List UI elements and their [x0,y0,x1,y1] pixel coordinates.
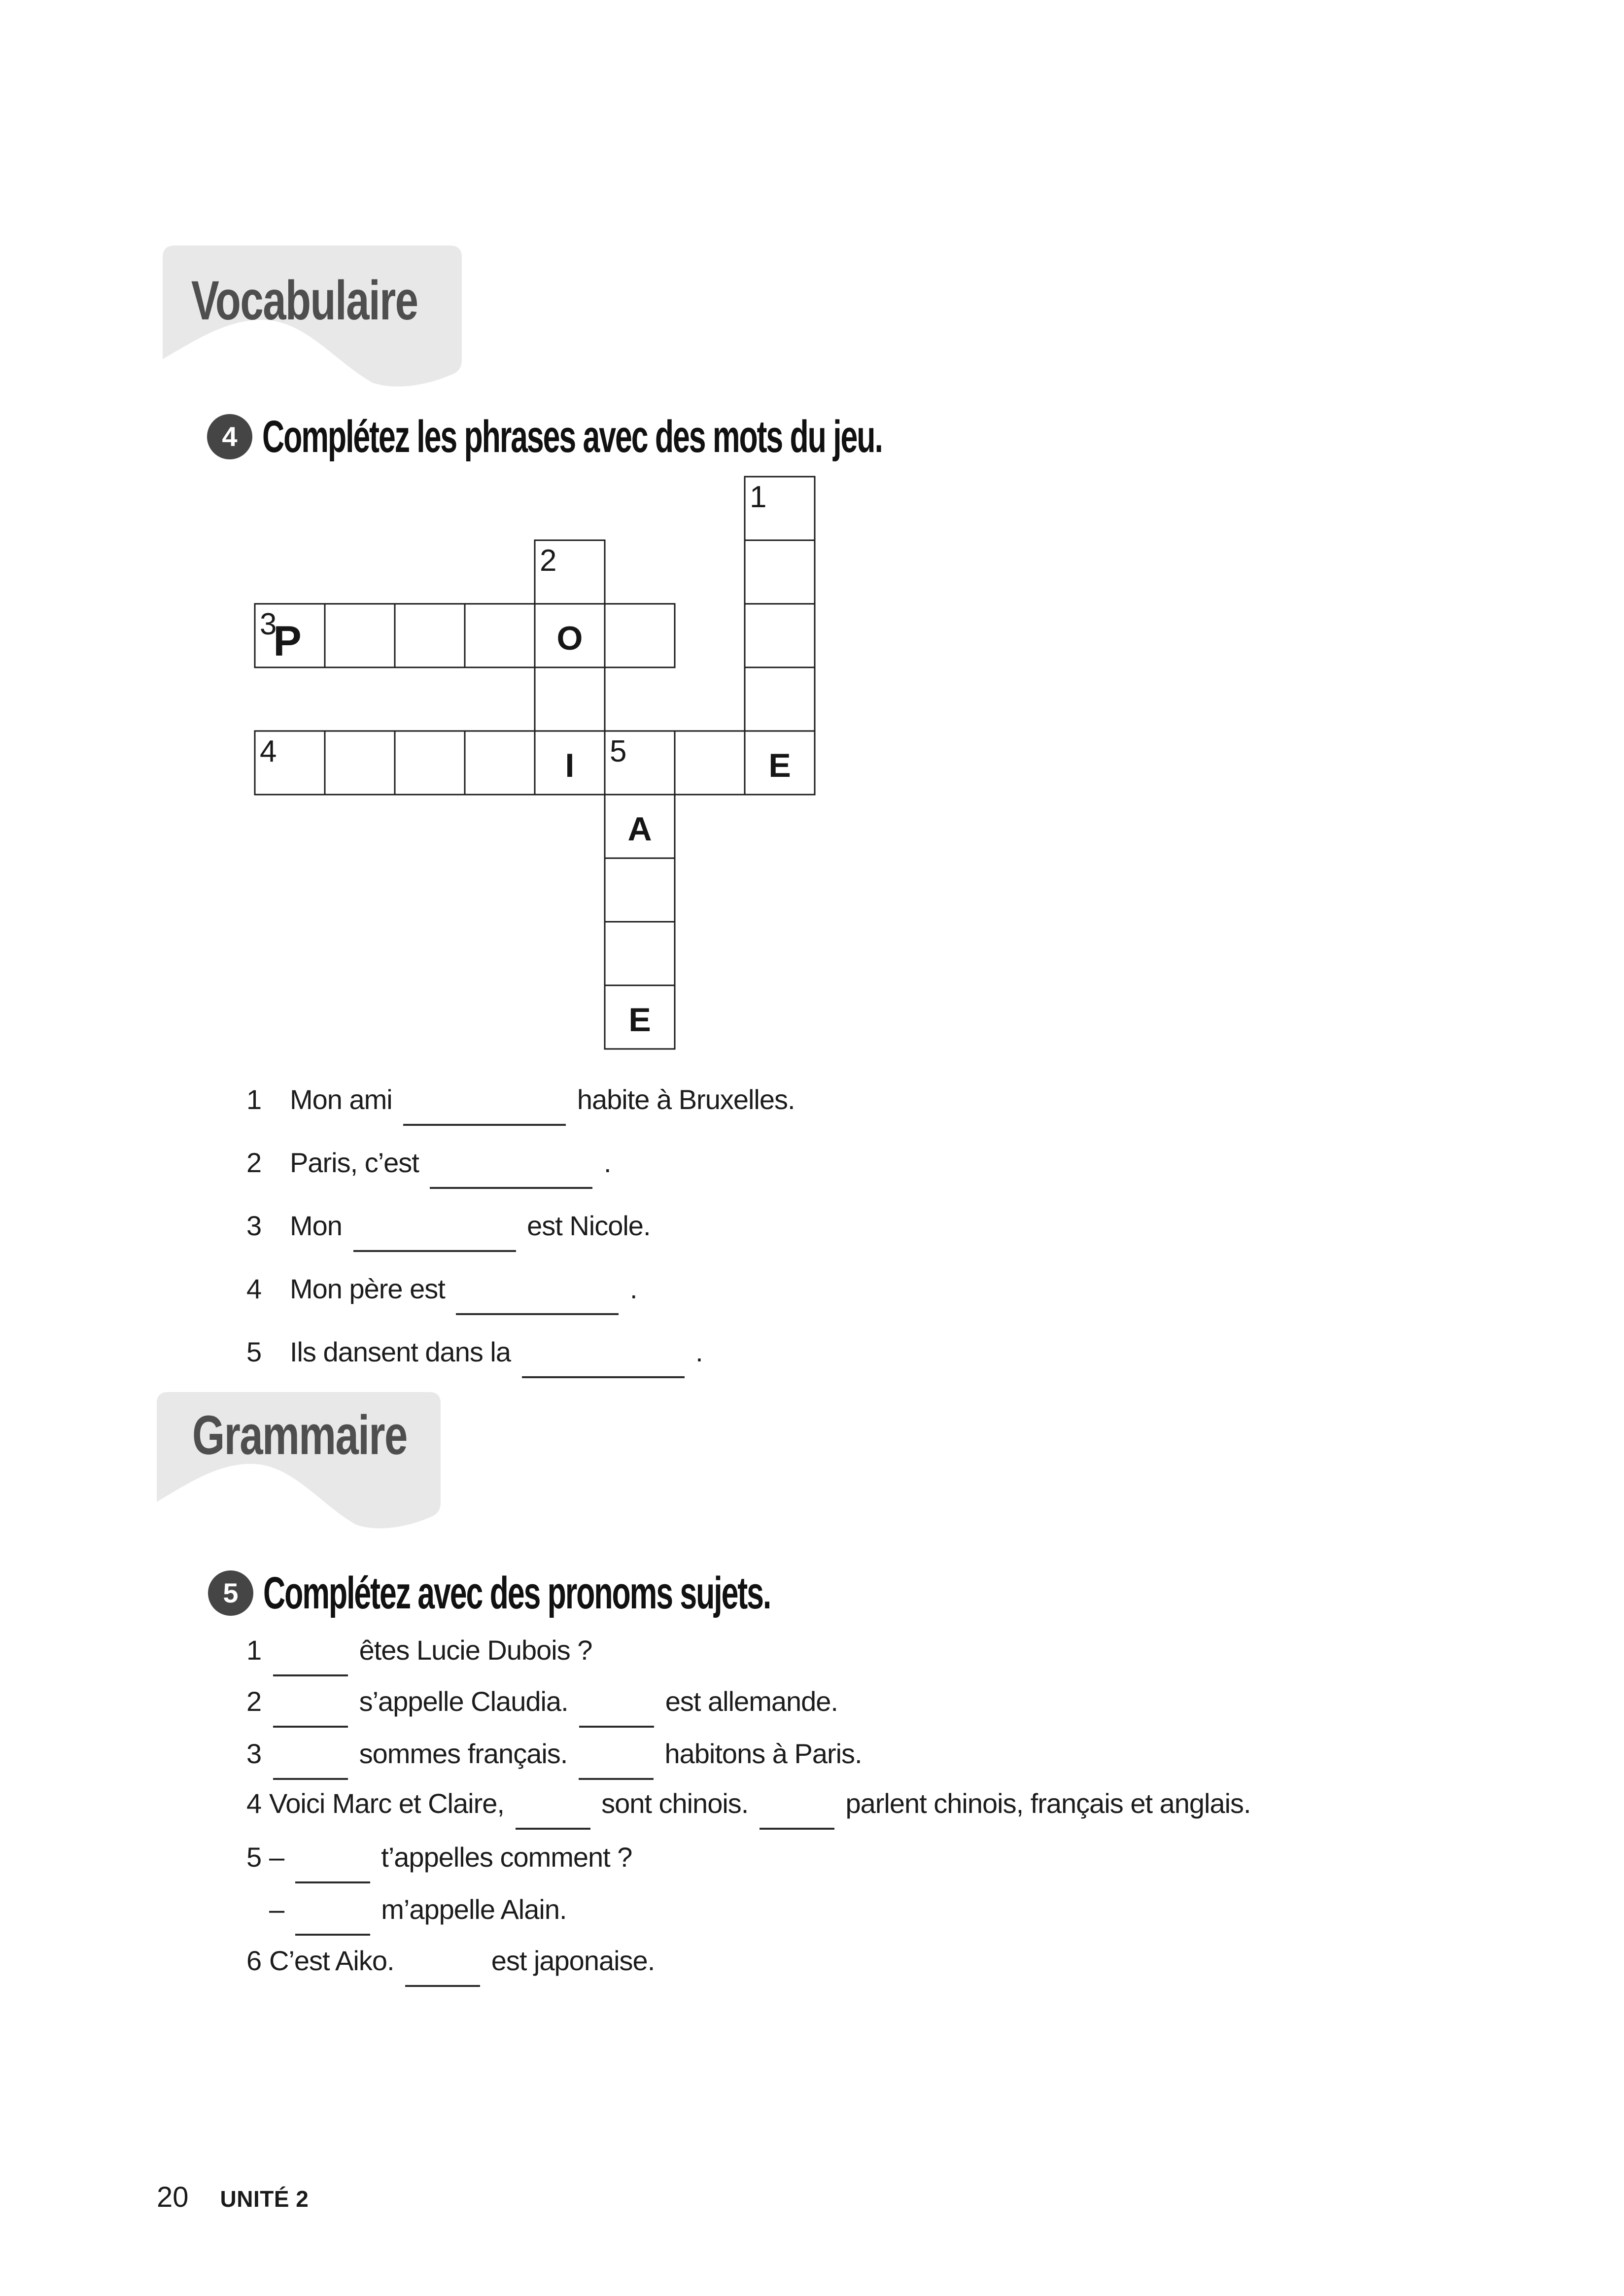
answer-blank [295,1916,370,1936]
sentence-part: est Nicole. [527,1210,651,1241]
sentence-number: 5 [246,1336,262,1367]
dialogue-dash: – [269,1894,284,1925]
ex4-sentence-3 [246,1209,651,1252]
sentence-number: 2 [246,1147,262,1178]
sentence-part: Mon père est [290,1273,445,1304]
crossword-cell [465,731,535,795]
ex5-sentence-5-line-2 [246,1892,567,1936]
sentence-text [290,1335,703,1378]
sentence-number: 1 [246,1084,262,1115]
crossword-cell [535,667,605,731]
crossword-grid [249,471,821,1055]
crossword-cell [605,922,675,985]
exercise-4-heading [207,412,1174,462]
crossword-cell [605,604,675,667]
sentence-part: . [629,1273,637,1304]
page-footer [157,2181,309,2214]
answer-blank [295,1864,370,1883]
answer-blank [456,1295,619,1315]
sentence-part: sont chinois. [601,1788,749,1819]
exercise-4-title: Complétez les phrases avec des mots du jeu. [262,412,882,462]
crossword-cell [745,540,815,604]
crossword-cell [395,604,465,667]
sentence-part: êtes Lucie Dubois ? [359,1635,592,1666]
sentence-part: sommes français. [359,1738,568,1769]
ex5-sentence-6 [246,1944,655,1987]
ex5-sentence-5-line-1 [246,1840,632,1883]
sentence-text [269,1840,632,1883]
crossword-letter-e-bottom: E [628,1001,651,1039]
answer-blank [403,1106,566,1126]
dialogue-dash: – [269,1842,284,1873]
sentence-part: habite à Bruxelles. [577,1084,795,1115]
ex5-sentence-3 [246,1737,862,1780]
answer-blank [522,1358,685,1378]
sentence-number: 6 [246,1945,262,1976]
crossword-cell [605,858,675,922]
sentence-text [269,1737,862,1780]
answer-blank [516,1810,590,1830]
sentence-number: 5 [246,1842,262,1873]
crossword-cell [325,604,395,667]
sentence-part: Paris, c’est [290,1147,419,1178]
sentence-part: C’est Aiko. [269,1945,394,1976]
sentence-part: Ils dansent dans la [290,1336,511,1367]
ex4-sentence-1 [246,1082,795,1126]
sentence-text [269,1944,655,1987]
crossword-letter-p: P [273,618,302,665]
sentence-part: Mon [290,1210,342,1241]
sentence-number: 4 [246,1273,262,1304]
section-header-grammaire [157,1392,441,1535]
sentence-text [290,1146,611,1189]
exercise-5-title: Complétez avec des pronoms sujets. [263,1568,771,1618]
crossword-cell [745,604,815,667]
sentence-number: 3 [246,1738,262,1769]
ex5-sentence-2 [246,1684,838,1728]
answer-blank [430,1169,592,1189]
answer-blank [353,1232,516,1252]
ex4-sentence-4 [246,1272,637,1315]
section-header-vocabulaire [163,245,462,393]
sentence-part: est japonaise. [491,1945,655,1976]
exercise-4-badge: 4 [207,414,252,459]
sentence-part: s’appelle Claudia. [359,1686,568,1717]
answer-blank [760,1810,834,1830]
crossword-letter-e-row: E [768,747,791,784]
crossword-cell [465,604,535,667]
crossword-cell [745,667,815,731]
crossword-letter-i: I [565,747,575,784]
sentence-number: 4 [246,1788,262,1819]
crossword-cell [675,731,745,795]
unit-label: UNITÉ 2 [220,2186,309,2212]
sentence-text [269,1633,592,1676]
sentence-text [290,1272,637,1315]
sentence-text [269,1684,838,1728]
sentence-part: Mon ami [290,1084,392,1115]
sentence-text [290,1082,795,1126]
sentence-part: m’appelle Alain. [381,1894,567,1925]
exercise-5-badge: 5 [208,1570,253,1616]
sentence-part: habitons à Paris. [664,1738,862,1769]
sentence-number: 2 [246,1686,262,1717]
answer-blank [405,1967,480,1987]
ex4-sentence-2 [246,1146,611,1189]
sentence-text [290,1209,651,1252]
ex4-sentence-5 [246,1335,703,1378]
answer-blank [273,1657,348,1676]
sentence-part: . [603,1147,611,1178]
crossword-number-3: 3 [260,607,277,641]
ex5-sentence-1 [246,1633,592,1676]
sentence-part: est allemande. [665,1686,838,1717]
answer-blank [273,1708,348,1728]
ex5-sentence-4 [246,1786,1251,1830]
exercise-5-heading [208,1570,1009,1616]
page-number: 20 [157,2181,189,2213]
section-title-grammaire: Grammaire [192,1404,407,1466]
sentence-number: 1 [246,1635,262,1666]
sentence-part: Voici Marc et Claire, [269,1788,504,1819]
sentence-text [269,1892,567,1936]
answer-blank [579,1760,654,1780]
crossword-number-2: 2 [540,544,557,578]
sentence-text [269,1786,1251,1830]
section-title-vocabulaire: Vocabulaire [191,270,418,331]
crossword-letter-a: A [627,810,652,848]
crossword-letter-o: O [556,620,583,657]
answer-blank [579,1708,654,1728]
crossword-number-5: 5 [610,734,627,768]
sentence-part: parlent chinois, français et anglais. [845,1788,1251,1819]
crossword-cell [325,731,395,795]
sentence-number: 3 [246,1210,262,1241]
crossword-number-1: 1 [750,480,767,514]
sentence-part: . [695,1336,703,1367]
sentence-part: t’appelles comment ? [381,1842,632,1873]
crossword-cell [395,731,465,795]
answer-blank [273,1760,348,1780]
crossword-number-4: 4 [260,734,277,768]
